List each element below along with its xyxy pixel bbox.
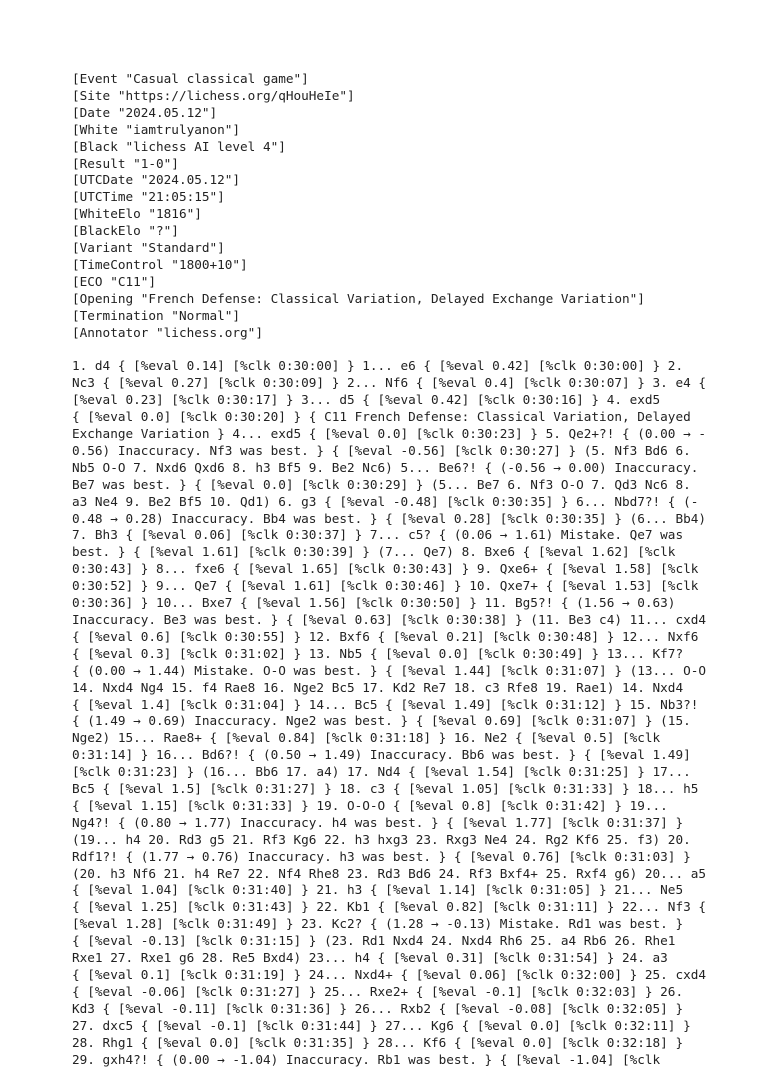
header-utcdate: [UTCDate "2024.05.12"] (72, 172, 241, 188)
movetext-line: 29. gxh4?! { (0.00 → -1.04) Inaccuracy. Rb1 was best. } { [%eval -1.04] [%clk (72, 1051, 661, 1067)
pgn-document (72, 71, 706, 1068)
movetext-line: { [%eval 1.25] [%clk 0:31:43] } 22. Kb1 { [%eval 0.82] [%clk 0:31:11] } 22... Nf3 { (72, 899, 706, 915)
movetext-line: { [%eval 0.0] [%clk 0:30:20] } { C11 French Defense: Classical Variation, Delayed (72, 409, 691, 425)
movetext-line: Nb5 O-O 7. Nxd6 Qxd6 8. h3 Bf5 9. Be2 Nc6) 5... Be6?! { (-0.56 → 0.00) Inaccuracy. (72, 459, 699, 475)
movetext-line: best. } { [%eval 1.61] [%clk 0:30:39] } (7... Qe7) 8. Bxe6 { [%eval 1.62] [%clk (72, 544, 676, 560)
movetext-line: Bc5 { [%eval 1.5] [%clk 0:31:27] } 18. c3 { [%eval 1.05] [%clk 0:31:33] } 18... h5 (72, 781, 699, 797)
movetext-line: Inaccuracy. Be3 was best. } { [%eval 0.63] [%clk 0:30:38] } (11. Be3 c4) 11... cxd4 (72, 611, 706, 627)
movetext-line: { (1.49 → 0.69) Inaccuracy. Nge2 was best. } { [%eval 0.69] [%clk 0:31:07] } (15. (72, 713, 691, 729)
header-variant: [Variant "Standard"] (72, 240, 225, 256)
movetext-line: Ng4?! { (0.80 → 1.77) Inaccuracy. h4 was best. } { [%eval 1.77] [%clk 0:31:37] } (72, 814, 684, 830)
movetext-line: 0.48 → 0.28) Inaccuracy. Bb4 was best. } { [%eval 0.28] [%clk 0:30:35] } (6... Bb4) (72, 510, 706, 526)
movetext-line: { [%eval 0.6] [%clk 0:30:55] } 12. Bxf6 { [%eval 0.21] [%clk 0:30:48] } 12... Nxf6 (72, 628, 699, 644)
movetext-line: { [%eval 1.4] [%clk 0:31:04] } 14... Bc5 { [%eval 1.49] [%clk 0:31:12] } 15. Nb3?! (72, 696, 699, 712)
movetext-line: (19... h4 20. Rd3 g5 21. Rf3 Kg6 22. h3 hxg3 23. Rxg3 Ne4 24. Rg2 Kf6 25. f3) 20. (72, 831, 691, 847)
movetext-line: [%eval 0.23] [%clk 0:30:17] } 3... d5 { [%eval 0.42] [%clk 0:30:16] } 4. exd5 (72, 392, 661, 408)
movetext-line: 0:30:43] } 8... fxe6 { [%eval 1.65] [%clk 0:30:43] } 9. Qxe6+ { [%eval 1.58] [%clk (72, 561, 699, 577)
movetext-line: [%clk 0:31:23] } (16... Bb6 17. a4) 17. Nd4 { [%eval 1.54] [%clk 0:31:25] } 17... (72, 764, 691, 780)
movetext-line: 27. dxc5 { [%eval -0.1] [%clk 0:31:44] } 27... Kg6 { [%eval 0.0] [%clk 0:32:11] } (72, 1017, 691, 1033)
header-black: [Black "lichess AI level 4"] (72, 138, 286, 154)
header-eco: [ECO "C11"] (72, 273, 157, 289)
movetext-line: 1. d4 { [%eval 0.14] [%clk 0:30:00] } 1... e6 { [%eval 0.42] [%clk 0:30:00] } 2. (72, 358, 684, 374)
movetext-line: 28. Rhg1 { [%eval 0.0] [%clk 0:31:35] } 28... Kf6 { [%eval 0.0] [%clk 0:32:18] } (72, 1034, 684, 1050)
movetext-line: 0:30:52] } 9... Qe7 { [%eval 1.61] [%clk 0:30:46] } 10. Qxe7+ { [%eval 1.53] [%clk (72, 578, 699, 594)
pgn-headers (72, 71, 696, 342)
movetext-line: a3 Ne4 9. Be2 Bf5 10. Qd1) 6. g3 { [%eval -0.48] [%clk 0:30:35] } 6... Nbd7?! { (- (72, 493, 699, 509)
header-blackelo: [BlackElo "?"] (72, 223, 179, 239)
header-timecontrol: [TimeControl "1800+10"] (72, 256, 248, 272)
movetext-line: { [%eval -0.13] [%clk 0:31:15] } (23. Rd1 Nxd4 24. Nxd4 Rh6 25. a4 Rb6 26. Rhe1 (72, 933, 676, 949)
movetext-line: [%eval 1.28] [%clk 0:31:49] } 23. Kc2? { (1.28 → -0.13) Mistake. Rd1 was best. } (72, 916, 684, 932)
movetext-line: Exchange Variation } 4... exd5 { [%eval 0.0] [%clk 0:30:23] } 5. Qe2+?! { (0.00 → - (72, 426, 706, 442)
header-annotator: [Annotator "lichess.org"] (72, 324, 263, 340)
header-site: [Site "https://lichess.org/qHouHeIe"] (72, 87, 355, 103)
movetext-line: Rxe1 27. Rxe1 g6 28. Re5 Bxd4) 23... h4 { [%eval 0.31] [%clk 0:31:54] } 24. a3 (72, 950, 668, 966)
header-white: [White "iamtrulyanon"] (72, 121, 241, 137)
movetext-line: 14. Nxd4 Ng4 15. f4 Rae8 16. Nge2 Bc5 17. Kd2 Re7 18. c3 Rfe8 19. Rae1) 14. Nxd4 (72, 679, 684, 695)
movetext-line: (20. h3 Nf6 21. h4 Re7 22. Nf4 Rhe8 23. Rd3 Bd6 24. Rf3 Bxf4+ 25. Rxf4 g6) 20... a5 (72, 865, 706, 881)
movetext-line: 0:31:14] } 16... Bd6?! { (0.50 → 1.49) Inaccuracy. Bb6 was best. } { [%eval 1.49] (72, 747, 691, 763)
movetext-line: 0:30:36] } 10... Bxe7 { [%eval 1.56] [%clk 0:30:50] } 11. Bg5?! { (1.56 → 0.63) (72, 595, 676, 611)
movetext-line: { [%eval -0.06] [%clk 0:31:27] } 25... Rxe2+ { [%eval -0.1] [%clk 0:32:03] } 26. (72, 983, 684, 999)
movetext-line: Nc3 { [%eval 0.27] [%clk 0:30:09] } 2... Nf6 { [%eval 0.4] [%clk 0:30:07] } 3. e4 { (72, 375, 706, 391)
header-termination: [Termination "Normal"] (72, 307, 241, 323)
movetext-line: Nge2) 15... Rae8+ { [%eval 0.84] [%clk 0:31:18] } 16. Ne2 { [%eval 0.5] [%clk (72, 730, 661, 746)
header-date: [Date "2024.05.12"] (72, 104, 218, 120)
movetext-line: { [%eval 0.3] [%clk 0:31:02] } 13. Nb5 { [%eval 0.0] [%clk 0:30:49] } 13... Kf7? (72, 645, 684, 661)
header-result: [Result "1-0"] (72, 155, 179, 171)
header-whiteelo: [WhiteElo "1816"] (72, 206, 202, 222)
movetext-line: Be7 was best. } { [%eval 0.0] [%clk 0:30:29] } (5... Be7 6. Nf3 O-O 7. Qd3 Nc6 8. (72, 476, 691, 492)
movetext-line: Kd3 { [%eval -0.11] [%clk 0:31:36] } 26... Rxb2 { [%eval -0.08] [%clk 0:32:05] } (72, 1000, 684, 1016)
movetext-line: 7. Bh3 { [%eval 0.06] [%clk 0:30:37] } 7... c5? { (0.06 → 1.61) Mistake. Qe7 was (72, 527, 684, 543)
header-event: [Event "Casual classical game"] (72, 71, 309, 86)
movetext-line: { [%eval 1.04] [%clk 0:31:40] } 21. h3 { [%eval 1.14] [%clk 0:31:05] } 21... Ne5 (72, 882, 684, 898)
movetext-line: { [%eval 0.1] [%clk 0:31:19] } 24... Nxd4+ { [%eval 0.06] [%clk 0:32:00] } 25. cxd4 (72, 967, 706, 983)
movetext-line: { [%eval 1.15] [%clk 0:31:33] } 19. O-O-O { [%eval 0.8] [%clk 0:31:42] } 19... (72, 797, 668, 813)
movetext-line: { (0.00 → 1.44) Mistake. O-O was best. } { [%eval 1.44] [%clk 0:31:07] } (13... O-O (72, 662, 706, 678)
header-opening: [Opening "French Defense: Classical Variation, Delayed Exchange Variation"] (72, 290, 645, 306)
movetext-line: Rdf1?! { (1.77 → 0.76) Inaccuracy. h3 was best. } { [%eval 0.76] [%clk 0:31:03] } (72, 848, 691, 864)
header-utctime: [UTCTime "21:05:15"] (72, 189, 225, 205)
pgn-movetext (72, 358, 706, 1068)
movetext-line: 0.56) Inaccuracy. Nf3 was best. } { [%eval -0.56] [%clk 0:30:27] } (5. Nf3 Bd6 6. (72, 442, 691, 458)
